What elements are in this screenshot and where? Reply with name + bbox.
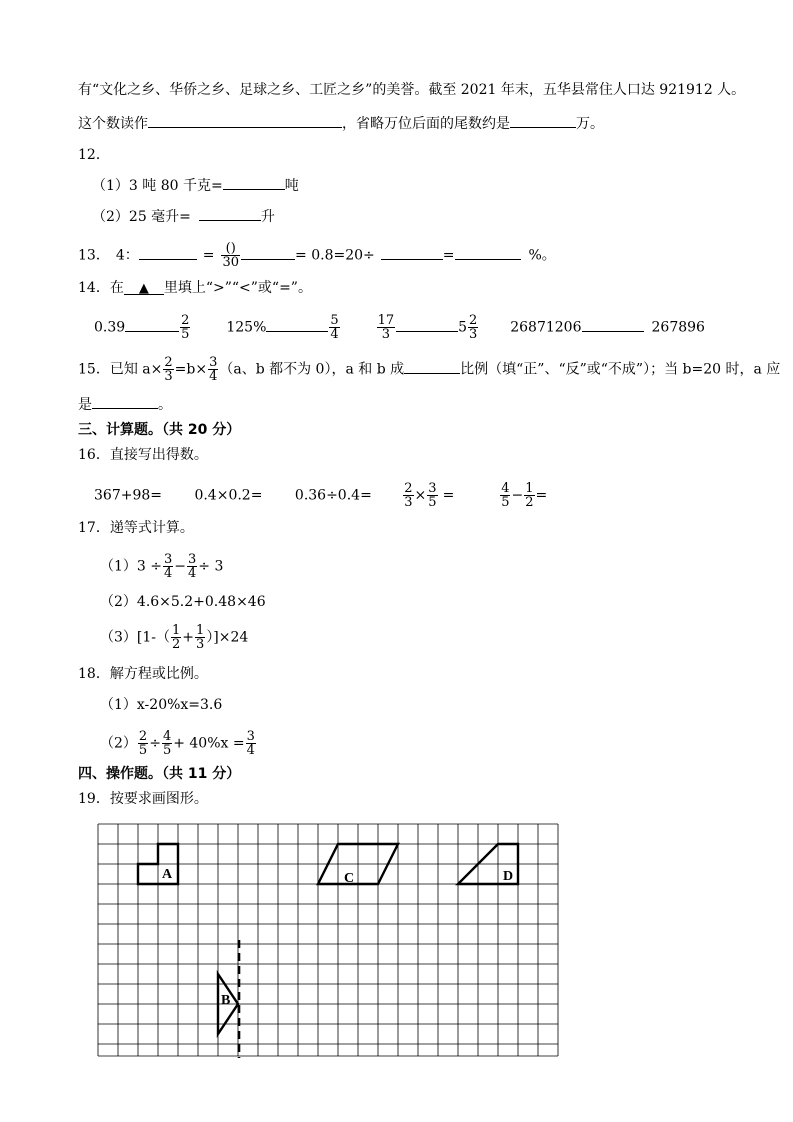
q13-blank-2[interactable] xyxy=(241,245,295,260)
q16-text: 16．直接写出得数。 xyxy=(78,447,208,463)
q14-f1 xyxy=(180,314,190,341)
q13-d: = xyxy=(442,247,455,264)
q15-f1-d: 3 xyxy=(164,369,173,384)
q18-part1 xyxy=(100,695,222,715)
q14-f2 xyxy=(329,314,339,341)
q18-p2-f3-n: 3 xyxy=(246,729,255,744)
q13-b: = xyxy=(202,247,215,264)
q14-text-a: 14．在 xyxy=(78,280,124,296)
q15-b: =b× xyxy=(174,361,208,378)
q17-p3-f2 xyxy=(195,624,205,651)
intro-text-2c: 万。 xyxy=(576,116,604,132)
q16-title xyxy=(78,445,208,465)
q13-a: 4： xyxy=(115,247,139,264)
label-c: C xyxy=(344,871,355,886)
q15-f2-n: 3 xyxy=(209,355,218,370)
intro-text-2a: 这个数读作 xyxy=(78,116,148,132)
q14-text-b: 里填上“>”“<”或“=”。 xyxy=(163,280,312,296)
q18-text: 18．解方程或比例。 xyxy=(78,666,208,682)
section-3-text: 三、计算题。（共 20 分） xyxy=(78,422,241,438)
q17-p1-b: − xyxy=(174,558,187,575)
q18-p2-f1-n: 2 xyxy=(138,729,148,744)
q16-e4-f1 xyxy=(403,482,413,509)
q16-e5-f2-n: 1 xyxy=(525,481,534,496)
q14-a2: 125% xyxy=(226,319,267,336)
q12-p2-text: （2）25 毫升= xyxy=(92,209,191,225)
q17-p1-f2 xyxy=(187,553,197,580)
q17-part1 xyxy=(100,553,223,580)
q12-p2-unit: 升 xyxy=(260,209,275,225)
q16-e5-op: − xyxy=(511,487,524,504)
q17-p3-b: + xyxy=(182,629,195,646)
q14-b4: 267896 xyxy=(651,319,705,336)
q14-blank-3[interactable] xyxy=(396,317,458,332)
intro-text-1: 有“文化之乡、华侨之乡、足球之乡、工匠之乡”的美誉。截至 2021 年末，五华县常住人口达 921912 人。 xyxy=(78,82,746,98)
q14-f1-n: 2 xyxy=(181,313,190,328)
grid-lines xyxy=(98,824,558,1056)
q14-triangle-box xyxy=(124,278,164,295)
q15-f: 。 xyxy=(158,397,172,413)
q15-f2-d: 4 xyxy=(209,369,218,384)
q16-e4-f1-n: 2 xyxy=(404,481,413,496)
q14-f1-d: 5 xyxy=(181,327,190,342)
intro-line-1 xyxy=(78,80,745,100)
q17-p2: （2）4.6×5.2+0.48×46 xyxy=(100,594,266,610)
q15-a: 15．已知 a× xyxy=(78,361,163,378)
q13-fraction xyxy=(221,242,240,269)
intro-line-2 xyxy=(78,113,604,134)
q17-p1-f1 xyxy=(163,553,173,580)
q14-f4-n: 2 xyxy=(469,313,478,328)
q17-p1-f2-n: 3 xyxy=(188,552,197,567)
q14-f4-d: 3 xyxy=(469,327,478,342)
q18-p2-c: + 40%x = xyxy=(173,735,245,752)
triangle-icon: ▲ xyxy=(138,281,149,296)
q14-blank-4[interactable] xyxy=(582,317,644,332)
q14-w3: 5 xyxy=(458,319,468,336)
q18-p2-f3-d: 4 xyxy=(246,743,255,758)
q19-title xyxy=(78,789,208,809)
q18-title xyxy=(78,664,208,684)
q12-p1-blank[interactable] xyxy=(223,175,285,190)
q19-text: 19．按要求画图形。 xyxy=(78,791,208,807)
q18-p2-f3 xyxy=(246,730,256,757)
q16-e1: 367+98= xyxy=(94,487,162,504)
q16-e5-eq: = xyxy=(535,487,548,504)
q14-f2-n: 5 xyxy=(330,313,339,328)
q13-c: = 0.8=20÷ xyxy=(295,247,375,264)
q14-f3-d: 3 xyxy=(381,327,390,342)
q15-c: （a、b 都不为 0），a 和 b 成 xyxy=(219,361,405,378)
q14-items xyxy=(94,314,705,341)
q17-text: 17．递等式计算。 xyxy=(78,520,194,536)
intro-text-2b: ，省略万位后面的尾数约是 xyxy=(342,116,510,132)
q12-p1-unit: 吨 xyxy=(284,178,299,194)
q14-a4: 26871206 xyxy=(510,319,582,336)
section-3-title xyxy=(78,420,240,440)
q18-p1: （1）x-20%x=3.6 xyxy=(100,697,223,713)
section-4-title xyxy=(78,764,240,784)
q18-p2-f1 xyxy=(138,730,148,757)
q15-d: 比例（填“正”、“反”或“不成”）；当 b=20 时，a 应 xyxy=(460,361,781,378)
q13-line xyxy=(78,242,556,269)
q12-part2 xyxy=(92,206,275,227)
q12-part1 xyxy=(92,175,299,196)
q16-expressions xyxy=(94,482,547,509)
q12-num: 12． xyxy=(78,147,110,163)
q16-e5-f2-d: 2 xyxy=(525,495,534,510)
q14-a1: 0.39 xyxy=(94,319,126,336)
q17-p1-f2-d: 4 xyxy=(188,566,197,581)
q17-p3-f1 xyxy=(171,624,181,651)
label-a: A xyxy=(162,867,173,882)
q17-p3-f2-d: 3 xyxy=(196,637,205,652)
q16-e5-f1-n: 4 xyxy=(501,481,510,496)
q13-frac-num: () xyxy=(221,242,240,256)
answer-blank-approx[interactable] xyxy=(510,113,576,128)
q14-blank-1[interactable] xyxy=(125,317,179,332)
q14-f3-n: 17 xyxy=(377,313,395,328)
q18-p2-f2 xyxy=(162,730,172,757)
q18-p2-f2-n: 4 xyxy=(162,729,172,744)
drawing-grid[interactable] xyxy=(96,822,560,1058)
q13-blank-3[interactable] xyxy=(381,245,443,260)
q15-e: 是 xyxy=(78,397,92,413)
q17-p3-a: （3）[1-（ xyxy=(100,629,171,646)
q17-p3-f2-n: 1 xyxy=(196,623,205,638)
q13-blank-1[interactable] xyxy=(139,245,197,260)
q14-blank-2[interactable] xyxy=(266,317,328,332)
q14-f4 xyxy=(468,314,478,341)
q18-p2-b: ÷ xyxy=(149,735,161,752)
q16-e2: 0.4×0.2= xyxy=(194,487,263,504)
q16-e5-f1 xyxy=(500,482,510,509)
q16-e5-f2 xyxy=(524,482,534,509)
q15-f1 xyxy=(163,356,173,383)
q18-part2 xyxy=(100,730,257,757)
q12-p2-blank[interactable] xyxy=(199,206,261,221)
q17-p1-c: ÷ 3 xyxy=(198,558,224,575)
label-b: B xyxy=(221,993,231,1008)
q16-e4-op: × xyxy=(414,487,427,504)
q12-number xyxy=(78,145,110,165)
q17-p3-f1-n: 1 xyxy=(172,623,181,638)
q15-f2 xyxy=(208,356,218,383)
q16-e4-f1-d: 3 xyxy=(404,495,413,510)
q17-part2 xyxy=(100,592,266,612)
q18-p2-f2-d: 5 xyxy=(162,743,172,758)
answer-blank-read[interactable] xyxy=(148,113,342,128)
q13-e: %。 xyxy=(528,247,556,264)
q14-f3 xyxy=(377,314,396,341)
q15-line1 xyxy=(78,356,780,383)
q15-f1-n: 2 xyxy=(164,355,173,370)
q15-blank-2[interactable] xyxy=(92,394,158,409)
q14-f2-d: 4 xyxy=(330,327,339,342)
section-4-text: 四、操作题。（共 11 分） xyxy=(78,766,241,782)
q17-part3 xyxy=(100,624,248,651)
q12-p1-text: （1）3 吨 80 千克= xyxy=(92,178,223,194)
q16-e4-eq: = xyxy=(442,487,455,504)
q16-e5-f1-d: 5 xyxy=(501,495,510,510)
q16-e4-f2-d: 5 xyxy=(428,495,437,510)
q17-p1-f1-d: 4 xyxy=(164,566,173,581)
q13-blank-4[interactable] xyxy=(455,245,521,260)
q15-blank-1[interactable] xyxy=(404,359,460,374)
q17-p1-a: （1）3 ÷ xyxy=(100,558,162,575)
q16-e4-f2-n: 3 xyxy=(428,481,437,496)
q16-e3: 0.36÷0.4= xyxy=(294,487,372,504)
q17-p3-c: ）]×24 xyxy=(206,629,249,646)
q13-frac-den: 30 xyxy=(222,255,240,270)
q16-e4-f2 xyxy=(427,482,437,509)
label-d: D xyxy=(503,869,514,884)
q13-num: 13． xyxy=(78,247,110,264)
q17-p1-f1-n: 3 xyxy=(164,552,173,567)
q18-p2-f1-d: 5 xyxy=(138,743,148,758)
q18-p2-a: （2） xyxy=(100,735,137,752)
q17-title xyxy=(78,518,194,538)
q15-line2 xyxy=(78,394,172,415)
q17-p3-f1-d: 2 xyxy=(172,637,181,652)
q14-title xyxy=(78,278,312,298)
